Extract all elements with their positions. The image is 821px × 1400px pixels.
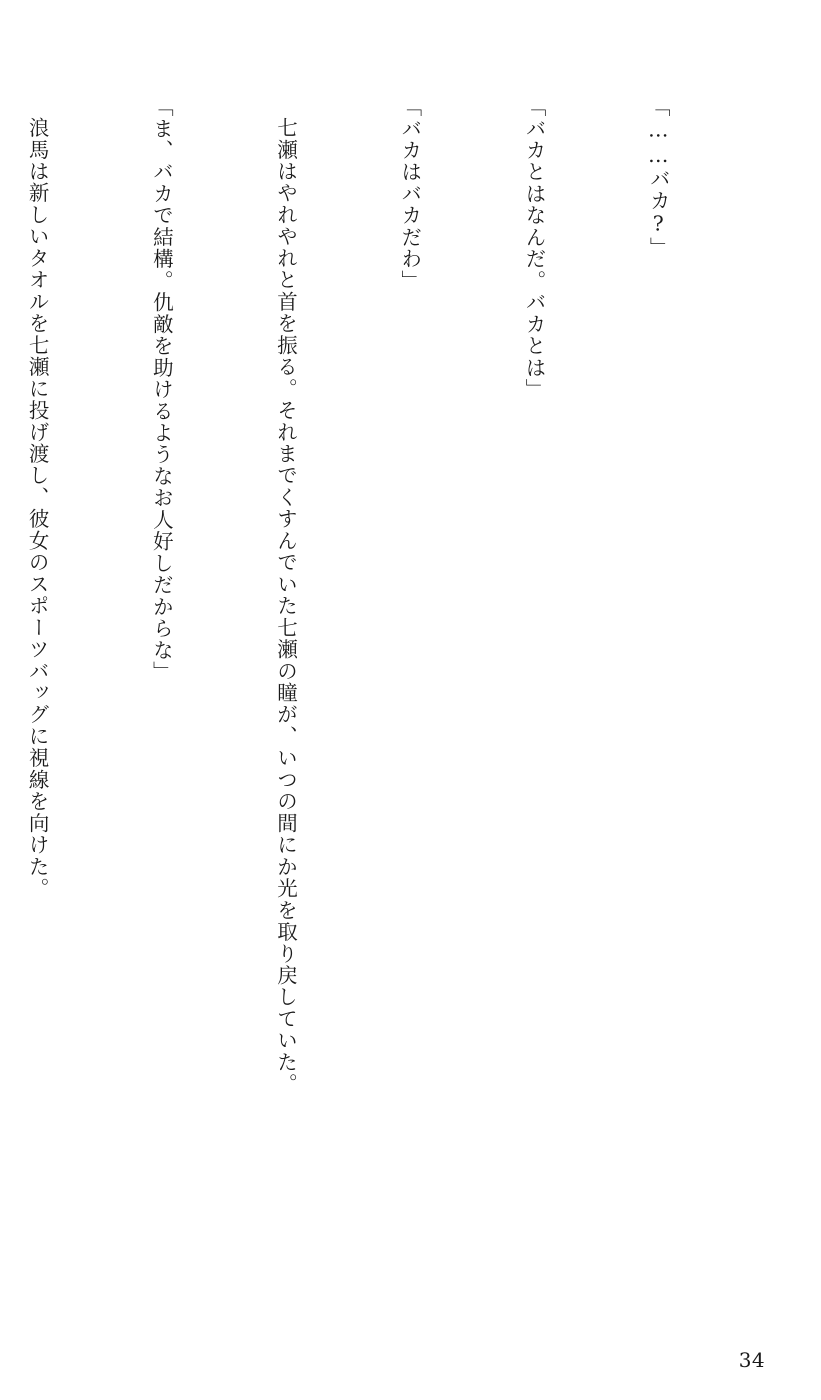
text-line: 七瀬はやれやれと首を振る。それまでくすんでいた七瀬の瞳が、いつの間にか光を取り戻していた。: [273, 116, 298, 1095]
text-line: 「バカとはなんだ。バカとは」: [521, 96, 546, 401]
text-line: 「……バカ?」: [646, 96, 671, 259]
page-number: 34: [738, 1348, 765, 1372]
text-line: 「バカはバカだわ」: [397, 96, 422, 292]
text-line: 「ま、バカで結構。仇敵を助けるようなお人好しだからな」: [149, 96, 174, 683]
text-line: 浪馬は新しいタオルを七瀬に投げ渡し、彼女のスポーツバッグに視線を向けた。: [25, 116, 50, 899]
vertical-text-body: [25, 96, 761, 1286]
